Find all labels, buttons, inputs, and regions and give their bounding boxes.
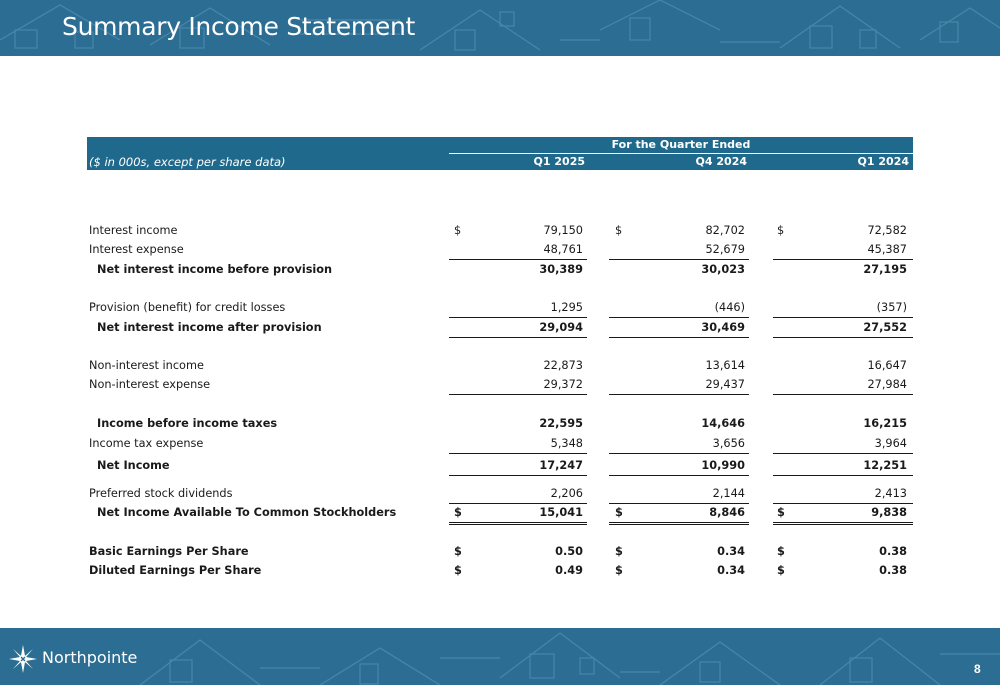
- table-row: [87, 457, 913, 476]
- cell-value: 29,094: [539, 321, 583, 334]
- cell-value: 16,215: [863, 417, 907, 430]
- currency-symbol: $: [777, 564, 785, 577]
- cell-value: 27,552: [863, 321, 907, 334]
- row-label: Net interest income before provision: [97, 263, 333, 276]
- column-header-q1-2025: Q1 2025: [533, 155, 585, 168]
- cell-value: 22,595: [539, 417, 583, 430]
- column-header-q4-2024: Q4 2024: [695, 155, 747, 168]
- row-label: Diluted Earnings Per Share: [89, 564, 262, 577]
- cell-value: 27,195: [863, 263, 907, 276]
- row-label: Provision (benefit) for credit losses: [89, 301, 286, 314]
- cell-value: 0.34: [717, 545, 745, 558]
- cell-value: 30,023: [701, 263, 745, 276]
- cell-value: 0.38: [879, 564, 907, 577]
- page-number: 8: [974, 662, 981, 676]
- subtotal-rule: [609, 453, 749, 454]
- cell-value: 14,646: [701, 417, 745, 430]
- subtotal-rule: [609, 337, 749, 338]
- subtotal-rule: [449, 394, 587, 395]
- cell-value: 17,247: [539, 459, 583, 472]
- cell-value: 82,702: [705, 224, 745, 237]
- subtotal-rule: [609, 259, 749, 260]
- currency-symbol: $: [454, 506, 462, 519]
- cell-value: 2,144: [712, 487, 745, 500]
- row-label: Interest income: [89, 224, 178, 237]
- subtotal-rule: [449, 317, 587, 318]
- subtotal-rule: [773, 453, 913, 454]
- table-row: [87, 543, 913, 562]
- row-label: Income before income taxes: [97, 417, 278, 430]
- cell-value: 3,964: [874, 437, 907, 450]
- cell-value: 0.34: [717, 564, 745, 577]
- brand-name: Northpointe: [42, 648, 138, 667]
- row-label: Net Income Available To Common Stockholders: [97, 506, 397, 519]
- subtotal-rule: [773, 475, 913, 476]
- table-row: [87, 435, 913, 454]
- cell-value: 12,251: [863, 459, 907, 472]
- group-header-label: For the Quarter Ended: [611, 138, 751, 151]
- cell-value: 15,041: [539, 506, 583, 519]
- cell-value: 2,413: [874, 487, 907, 500]
- currency-symbol: $: [777, 224, 785, 237]
- subtotal-rule: [609, 475, 749, 476]
- currency-symbol: $: [777, 506, 785, 519]
- cell-value: 13,614: [705, 359, 745, 372]
- house-pattern-decoration: [0, 628, 1000, 685]
- cell-value: 27,984: [867, 378, 907, 391]
- currency-symbol: $: [615, 564, 623, 577]
- cell-value: 0.49: [555, 564, 583, 577]
- cell-value: 22,873: [543, 359, 583, 372]
- subtotal-rule: [773, 259, 913, 260]
- subtotal-rule: [449, 453, 587, 454]
- subtotal-rule: [449, 337, 587, 338]
- double-underline: [773, 522, 913, 525]
- row-label: Basic Earnings Per Share: [89, 545, 249, 558]
- row-label: Non-interest expense: [89, 378, 211, 391]
- column-header-q1-2024: Q1 2024: [857, 155, 909, 168]
- header-rule: [449, 153, 913, 154]
- cell-value: 8,846: [709, 506, 745, 519]
- row-label: Net Income: [97, 459, 170, 472]
- currency-symbol: $: [454, 545, 462, 558]
- cell-value: 0.38: [879, 545, 907, 558]
- currency-symbol: $: [454, 564, 462, 577]
- subtotal-rule: [773, 317, 913, 318]
- cell-value: 48,761: [543, 243, 583, 256]
- table-row: [87, 485, 913, 504]
- table-row: [87, 376, 913, 395]
- cell-value: 3,656: [712, 437, 745, 450]
- double-underline: [609, 522, 749, 525]
- footer-band: [0, 628, 1000, 685]
- cell-value: (446): [714, 301, 745, 314]
- cell-value: 0.50: [555, 545, 583, 558]
- cell-value: 72,582: [867, 224, 907, 237]
- table-row: [87, 299, 913, 318]
- currency-symbol: $: [615, 506, 623, 519]
- cell-value: 10,990: [701, 459, 745, 472]
- subtotal-rule: [773, 337, 913, 338]
- currency-symbol: $: [777, 545, 785, 558]
- cell-value: 2,206: [550, 487, 583, 500]
- subtotal-rule: [773, 394, 913, 395]
- row-label: Preferred stock dividends: [89, 487, 233, 500]
- cell-value: (357): [876, 301, 907, 314]
- page-title: Summary Income Statement: [62, 12, 416, 41]
- table-row: [87, 415, 913, 434]
- cell-value: 5,348: [550, 437, 583, 450]
- double-underline: [449, 522, 587, 525]
- northpointe-logo-icon: [8, 644, 38, 674]
- cell-value: 29,372: [543, 378, 583, 391]
- subtotal-rule: [449, 475, 587, 476]
- table-row: [87, 319, 913, 338]
- currency-symbol: $: [454, 224, 462, 237]
- table-row: [87, 241, 913, 260]
- subtotal-rule: [609, 394, 749, 395]
- table-column-header: [87, 153, 913, 170]
- cell-value: 79,150: [543, 224, 583, 237]
- table-row: [87, 357, 913, 376]
- currency-symbol: $: [615, 224, 623, 237]
- cell-value: 52,679: [705, 243, 745, 256]
- row-label: Interest expense: [89, 243, 184, 256]
- row-label: Income tax expense: [89, 437, 204, 450]
- cell-value: 30,389: [539, 263, 583, 276]
- subtotal-rule: [449, 259, 587, 260]
- cell-value: 1,295: [550, 301, 583, 314]
- currency-symbol: $: [615, 545, 623, 558]
- subtotal-rule: [609, 317, 749, 318]
- table-row: [87, 504, 913, 523]
- units-label: ($ in 000s, except per share data): [89, 155, 286, 169]
- cell-value: 16,647: [867, 359, 907, 372]
- table-row: [87, 261, 913, 280]
- cell-value: 29,437: [705, 378, 745, 391]
- header-band: [0, 0, 1000, 56]
- cell-value: 30,469: [701, 321, 745, 334]
- cell-value: 9,838: [871, 506, 907, 519]
- table-group-header: [87, 137, 913, 153]
- table-row: [87, 562, 913, 581]
- cell-value: 45,387: [867, 243, 907, 256]
- row-label: Net interest income after provision: [97, 321, 322, 334]
- row-label: Non-interest income: [89, 359, 204, 372]
- income-statement-table: [87, 137, 913, 577]
- table-row: [87, 222, 913, 241]
